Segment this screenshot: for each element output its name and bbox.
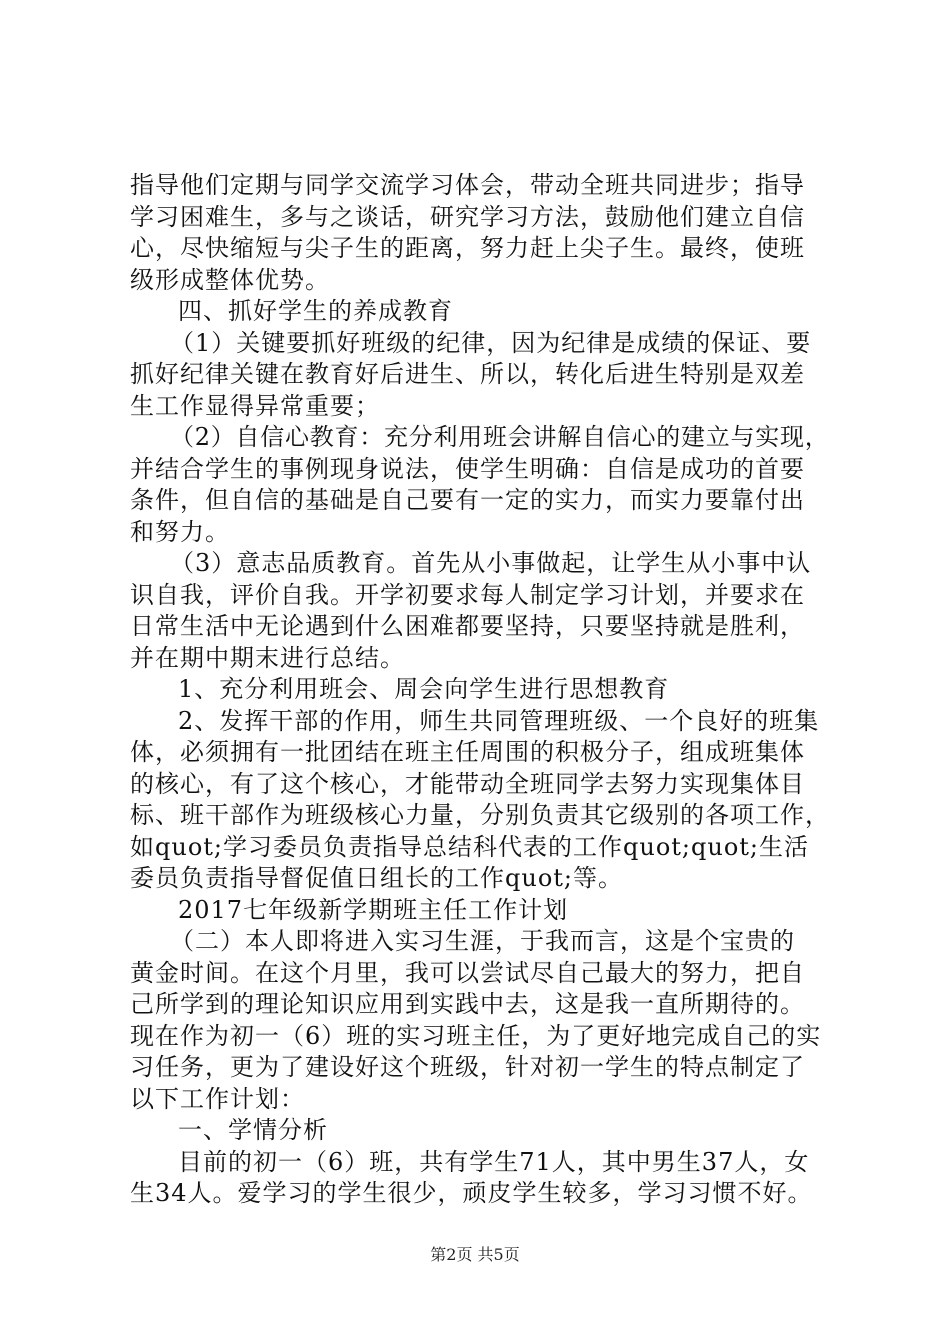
text-line: 目前的初一（6）班，共有学生71人，其中男生37人，女 — [178, 1147, 810, 1176]
document-body — [130, 170, 835, 1210]
text-line: 黄金时间。在这个月里，我可以尝试尽自己最大的努力，把自 — [130, 958, 805, 987]
text-line: 四、抓好学生的养成教育 — [178, 297, 453, 325]
text-line: 习任务，更为了建设好这个班级，针对初一学生的特点制定了 — [130, 1053, 805, 1081]
text-line: 现在作为初一（6）班的实习班主任，为了更好地完成自己的实 — [130, 1021, 822, 1050]
text-line: 心，尽快缩短与尖子生的距离，努力赶上尖子生。最终，使班 — [130, 234, 805, 262]
text-line: 2、发挥干部的作用，师生共同管理班级、一个良好的班集 — [178, 706, 820, 735]
text-line: 条件，但自信的基础是自己要有一定的实力，而实力要靠付出 — [130, 486, 805, 514]
text-line: 委员负责指导督促值日组长的工作quot;等。 — [130, 864, 623, 892]
text-line: 并在期中期末进行总结。 — [130, 643, 405, 672]
text-line: 级形成整体优势。 — [130, 265, 330, 294]
text-line: （1）关键要抓好班级的纪律，因为纪律是成绩的保证、要 — [170, 328, 812, 357]
text-line: 识自我，评价自我。开学初要求每人制定学习计划，并要求在 — [130, 580, 805, 609]
text-line: 1、充分利用班会、周会向学生进行思想教育 — [178, 675, 670, 703]
text-line: 标、班干部作为班级核心力量，分别负责其它级别的各项工作， — [130, 801, 830, 829]
text-line: 并结合学生的事例现身说法，使学生明确：自信是成功的首要 — [130, 454, 805, 483]
text-line: 如quot;学习委员负责指导总结科代表的工作quot;quot;生活 — [130, 832, 809, 861]
text-line: 和努力。 — [130, 517, 230, 546]
text-line: 己所学到的理论知识应用到实践中去，这是我一直所期待的。 — [130, 990, 805, 1018]
text-line: 抓好纪律关键在教育好后进生、所以，转化后进生特别是双差 — [130, 360, 805, 388]
text-line: 生工作显得异常重要； — [130, 391, 380, 420]
text-line: 学习困难生，多与之谈话，研究学习方法，鼓励他们建立自信 — [130, 202, 805, 231]
text-line: 一、学情分析 — [178, 1116, 328, 1144]
text-line: （3）意志品质教育。首先从小事做起，让学生从小事中认 — [170, 549, 812, 577]
text-line: 的核心，有了这个核心，才能带动全班同学去努力实现集体目 — [130, 769, 805, 798]
text-line: 2017七年级新学期班主任工作计划 — [178, 895, 569, 924]
text-line: 指导他们定期与同学交流学习体会，带动全班共同进步；指导 — [130, 171, 805, 199]
text-line: （2）自信心教育：充分利用班会讲解自信心的建立与实现， — [170, 423, 830, 451]
text-line: 以下工作计划： — [130, 1084, 305, 1113]
text-line: 生34人。爱学习的学生很少，顽皮学生较多，学习习惯不好。 — [130, 1179, 813, 1207]
page-footer: 第2页 共5页 — [430, 1245, 520, 1264]
text-line: 体，必须拥有一批团结在班主任周围的积极分子，组成班集体 — [130, 738, 805, 766]
text-line: （二）本人即将进入实习生涯，于我而言，这是个宝贵的 — [170, 927, 795, 955]
text-line: 日常生活中无论遇到什么困难都要坚持，只要坚持就是胜利， — [130, 612, 805, 640]
